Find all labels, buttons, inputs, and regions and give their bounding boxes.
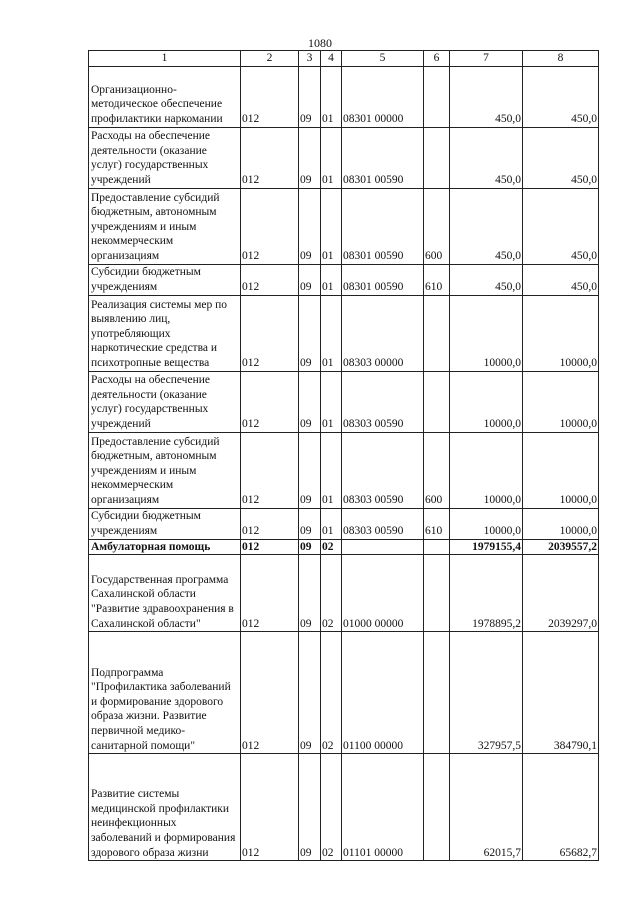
- row-value-cell: 08303 00590: [342, 371, 424, 432]
- row-name-cell: Подпрограмма "Профилактика заболеваний и формирование здорового образа жизни. Развитие первичной медико-санитарной помощи": [89, 632, 241, 754]
- header-cell: 6: [424, 51, 450, 67]
- row-value-cell: 65682,7: [523, 754, 599, 861]
- row-value-cell: 10000,0: [523, 508, 599, 539]
- row-name-cell: Расходы на обеспечение деятельности (оказание услуг) государственных учреждений: [89, 371, 241, 432]
- table-row: [89, 539, 599, 555]
- row-name-cell: Организационно-методическое обеспечение профилактики наркомании: [89, 66, 241, 127]
- table-row: [89, 295, 599, 371]
- header-cell: 2: [241, 51, 299, 67]
- header-cell: 8: [523, 51, 599, 67]
- row-value-cell: 01101 00000: [342, 754, 424, 861]
- row-value-cell: 09: [299, 555, 321, 632]
- row-value-cell: 01: [321, 432, 342, 508]
- row-value-cell: 01: [321, 264, 342, 295]
- row-value-cell: 01: [321, 66, 342, 127]
- row-value-cell: 1979155,4: [450, 539, 523, 555]
- row-value-cell: 09: [299, 295, 321, 371]
- row-value-cell: [424, 371, 450, 432]
- row-value-cell: 62015,7: [450, 754, 523, 861]
- row-value-cell: 09: [299, 66, 321, 127]
- row-value-cell: 10000,0: [450, 432, 523, 508]
- row-value-cell: [342, 539, 424, 555]
- row-value-cell: 01: [321, 188, 342, 264]
- row-value-cell: 012: [241, 66, 299, 127]
- table-row: [89, 754, 599, 861]
- row-name-cell: Субсидии бюджетным учреждениям: [89, 508, 241, 539]
- row-value-cell: 012: [241, 754, 299, 861]
- row-value-cell: 09: [299, 127, 321, 188]
- row-value-cell: 450,0: [523, 264, 599, 295]
- row-value-cell: 1978895,2: [450, 555, 523, 632]
- row-name-cell: Субсидии бюджетным учреждениям: [89, 264, 241, 295]
- row-value-cell: 01100 00000: [342, 632, 424, 754]
- row-value-cell: 600: [424, 432, 450, 508]
- row-value-cell: 610: [424, 508, 450, 539]
- row-name-cell: Расходы на обеспечение деятельности (оказание услуг) государственных учреждений: [89, 127, 241, 188]
- row-value-cell: 450,0: [450, 127, 523, 188]
- row-name-cell: Амбулаторная помощь: [89, 539, 241, 555]
- table-row: [89, 264, 599, 295]
- header-cell: 1: [89, 51, 241, 67]
- row-value-cell: 10000,0: [523, 295, 599, 371]
- row-value-cell: 012: [241, 508, 299, 539]
- row-value-cell: [424, 555, 450, 632]
- row-value-cell: 610: [424, 264, 450, 295]
- table-row: [89, 188, 599, 264]
- row-value-cell: 012: [241, 127, 299, 188]
- row-value-cell: 09: [299, 754, 321, 861]
- row-value-cell: 012: [241, 555, 299, 632]
- row-name-cell: Предоставление субсидий бюджетным, автономным учреждениям и иным некоммерческим организациям: [89, 432, 241, 508]
- row-value-cell: [424, 127, 450, 188]
- table-row: [89, 432, 599, 508]
- row-value-cell: [424, 66, 450, 127]
- row-value-cell: 01: [321, 508, 342, 539]
- row-value-cell: 450,0: [523, 66, 599, 127]
- row-value-cell: 08303 00000: [342, 295, 424, 371]
- row-value-cell: [424, 754, 450, 861]
- row-value-cell: 450,0: [523, 127, 599, 188]
- row-value-cell: 384790,1: [523, 632, 599, 754]
- row-value-cell: 012: [241, 371, 299, 432]
- row-value-cell: 10000,0: [523, 371, 599, 432]
- row-value-cell: 08301 00000: [342, 66, 424, 127]
- row-name-cell: Предоставление субсидий бюджетным, автономным учреждениям и иным некоммерческим организациям: [89, 188, 241, 264]
- row-name-cell: Государственная программа Сахалинской области "Развитие здравоохранения в Сахалинской области": [89, 555, 241, 632]
- row-value-cell: 09: [299, 371, 321, 432]
- row-value-cell: 600: [424, 188, 450, 264]
- table-row: [89, 555, 599, 632]
- row-value-cell: 450,0: [523, 188, 599, 264]
- row-value-cell: 02: [321, 632, 342, 754]
- row-value-cell: 09: [299, 632, 321, 754]
- row-value-cell: 012: [241, 539, 299, 555]
- row-value-cell: 450,0: [450, 66, 523, 127]
- row-value-cell: [424, 632, 450, 754]
- row-value-cell: 01: [321, 295, 342, 371]
- row-value-cell: 09: [299, 508, 321, 539]
- header-cell: 7: [450, 51, 523, 67]
- row-value-cell: 01: [321, 127, 342, 188]
- row-value-cell: 012: [241, 295, 299, 371]
- row-value-cell: 2039557,2: [523, 539, 599, 555]
- row-value-cell: 012: [241, 432, 299, 508]
- row-name-cell: Развитие системы медицинской профилактики неинфекционных заболеваний и формирования здорового образа жизни: [89, 754, 241, 861]
- header-cell: 5: [342, 51, 424, 67]
- row-value-cell: 02: [321, 555, 342, 632]
- page-number: 1080: [308, 36, 332, 50]
- row-value-cell: 012: [241, 188, 299, 264]
- row-value-cell: 450,0: [450, 264, 523, 295]
- row-value-cell: [424, 539, 450, 555]
- table-row: [89, 66, 599, 127]
- row-value-cell: 08303 00590: [342, 508, 424, 539]
- header-cell: 3: [299, 51, 321, 67]
- row-value-cell: 02: [321, 754, 342, 861]
- row-value-cell: 09: [299, 188, 321, 264]
- header-cell: 4: [321, 51, 342, 67]
- row-value-cell: 09: [299, 539, 321, 555]
- table-row: [89, 127, 599, 188]
- row-value-cell: 327957,5: [450, 632, 523, 754]
- row-value-cell: 012: [241, 264, 299, 295]
- table-row: [89, 371, 599, 432]
- table-row: [89, 508, 599, 539]
- row-value-cell: 09: [299, 264, 321, 295]
- row-value-cell: 2039297,0: [523, 555, 599, 632]
- row-name-cell: Реализация системы мер по выявлению лиц, употребляющих наркотические средства и психотропные вещества: [89, 295, 241, 371]
- row-value-cell: 01: [321, 371, 342, 432]
- row-value-cell: [424, 295, 450, 371]
- row-value-cell: 10000,0: [450, 295, 523, 371]
- row-value-cell: 08301 00590: [342, 188, 424, 264]
- row-value-cell: 08301 00590: [342, 127, 424, 188]
- row-value-cell: 450,0: [450, 188, 523, 264]
- row-value-cell: 01000 00000: [342, 555, 424, 632]
- table-row: [89, 632, 599, 754]
- row-value-cell: 012: [241, 632, 299, 754]
- row-value-cell: 09: [299, 432, 321, 508]
- budget-table: [88, 50, 599, 861]
- row-value-cell: 02: [321, 539, 342, 555]
- table-header-row: [89, 51, 599, 67]
- row-value-cell: 10000,0: [450, 371, 523, 432]
- row-value-cell: 10000,0: [450, 508, 523, 539]
- row-value-cell: 08301 00590: [342, 264, 424, 295]
- row-value-cell: 08303 00590: [342, 432, 424, 508]
- row-value-cell: 10000,0: [523, 432, 599, 508]
